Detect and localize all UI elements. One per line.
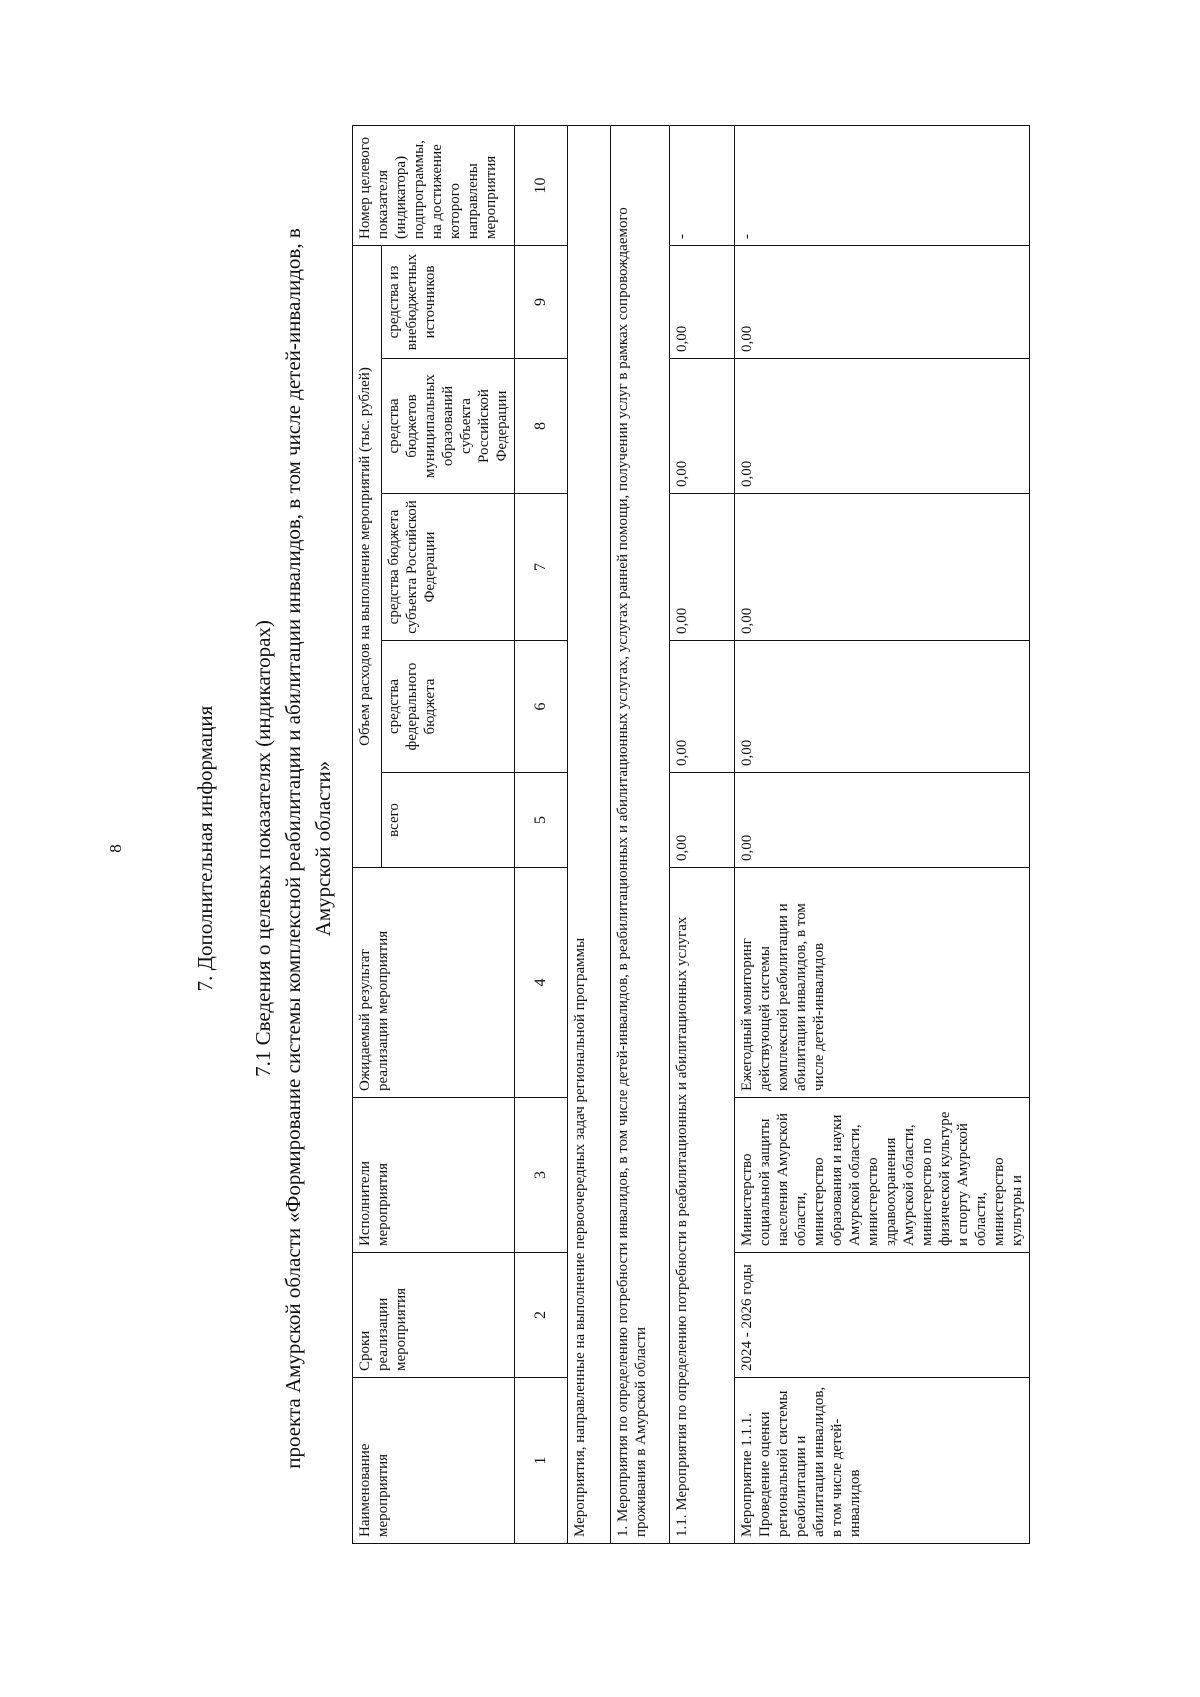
measure-result: Ежегодный мониторинг действующей системы комплексной реабилитации и абилитации инвалидов, в том числе детей-инвалидов xyxy=(735,868,1030,1098)
header-measure-name: Наименование мероприятия xyxy=(353,1378,515,1544)
section-1-1-federal: 0,00 xyxy=(670,641,735,773)
header-executors: Исполнители мероприятия xyxy=(353,1098,515,1253)
section-1-1-indicator: - xyxy=(670,125,735,245)
column-number: 6 xyxy=(515,641,568,773)
section-1-1-total: 0,00 xyxy=(670,773,735,868)
section-priority: Мероприятия, направленные на выполнение первоочередных задач региональной программы xyxy=(568,125,611,1543)
column-number: 4 xyxy=(515,868,568,1098)
section-heading: 7. Дополнительная информация xyxy=(193,705,217,992)
header-period: Сроки реализации мероприятия xyxy=(353,1253,515,1378)
project-title-line-2: Амурской области» xyxy=(311,760,335,937)
project-title-line: проекта Амурской области «Формирование системы комплексной реабилитации и абилитации инвалидов, в том числе детей-инвалидов, в xyxy=(281,228,305,1469)
header-federal: средства федерального бюджета xyxy=(382,641,515,773)
column-number: 2 xyxy=(515,1253,568,1378)
section-1-1-label: 1.1. Мероприятия по определению потребности в реабилитационных и абилитационных услугах xyxy=(670,868,735,1544)
column-number: 8 xyxy=(515,359,568,494)
measure-federal: 0,00 xyxy=(735,641,1030,773)
measure-regional: 0,00 xyxy=(735,494,1030,641)
measure-period: 2024 - 2026 годы xyxy=(735,1253,1030,1378)
page-number: 8 xyxy=(106,844,125,853)
header-indicator-number: Номер целевого показателя (индикатора) подпрограммы, на достижение которого направлены мероприятия xyxy=(353,125,515,245)
measure-indicator: - xyxy=(735,125,1030,245)
section-priority-row xyxy=(568,125,611,1543)
column-number: 10 xyxy=(515,125,568,245)
measure-extra: 0,00 xyxy=(735,245,1030,358)
header-regional: средства бюджета субъекта Российской Федерации xyxy=(382,494,515,641)
measure-name: Мероприятие 1.1.1. Проведение оценки региональной системы реабилитации и абилитации инвалидов, в том числе детей-инвалидов xyxy=(735,1378,1030,1544)
subsection-heading: 7.1 Сведения о целевых показателях (индикаторах) xyxy=(251,620,275,1077)
header-expected-result: Ожидаемый результат реализации мероприятия xyxy=(353,868,515,1098)
column-number: 1 xyxy=(515,1378,568,1544)
section-1-1-extra: 0,00 xyxy=(670,245,735,358)
measure-executors: Министерство социальной защиты населения Амурской области, министерство образования и науки Амурской области, министерство здравоохранения Амурской области, министерство по физической культуре и спорту Амурской области, министерство культуры и xyxy=(735,1098,1030,1253)
measure-1-1-1-row xyxy=(735,125,1030,1543)
column-number: 9 xyxy=(515,245,568,358)
column-number: 5 xyxy=(515,773,568,868)
section-1-1-row xyxy=(670,125,735,1543)
column-number: 3 xyxy=(515,1098,568,1253)
header-total: всего xyxy=(382,773,515,868)
heading-block xyxy=(190,220,338,1477)
section-1-1-regional: 0,00 xyxy=(670,494,735,641)
measure-total: 0,00 xyxy=(735,773,1030,868)
column-numbers-row xyxy=(515,125,568,1543)
section-1: 1. Мероприятия по определению потребности инвалидов, в том числе детей-инвалидов, в реабилитационных и абилитационных услугах, услугах ранней помощи, получении услуг в рамках сопровождаемого проживания в Амурской области xyxy=(611,125,670,1543)
header-extrabudgetary: средства из внебюджетных источников xyxy=(382,245,515,358)
measure-municipal: 0,00 xyxy=(735,359,1030,494)
indicators-table xyxy=(352,125,1030,1544)
header-municipal: средства бюджетов муниципальных образований субъекта Российской Федерации xyxy=(382,359,515,494)
header-expenses-group: Объем расходов на выполнение мероприятий (тыс. рублей) xyxy=(353,245,382,867)
section-1-row xyxy=(611,125,670,1543)
column-number: 7 xyxy=(515,494,568,641)
section-1-1-municipal: 0,00 xyxy=(670,359,735,494)
